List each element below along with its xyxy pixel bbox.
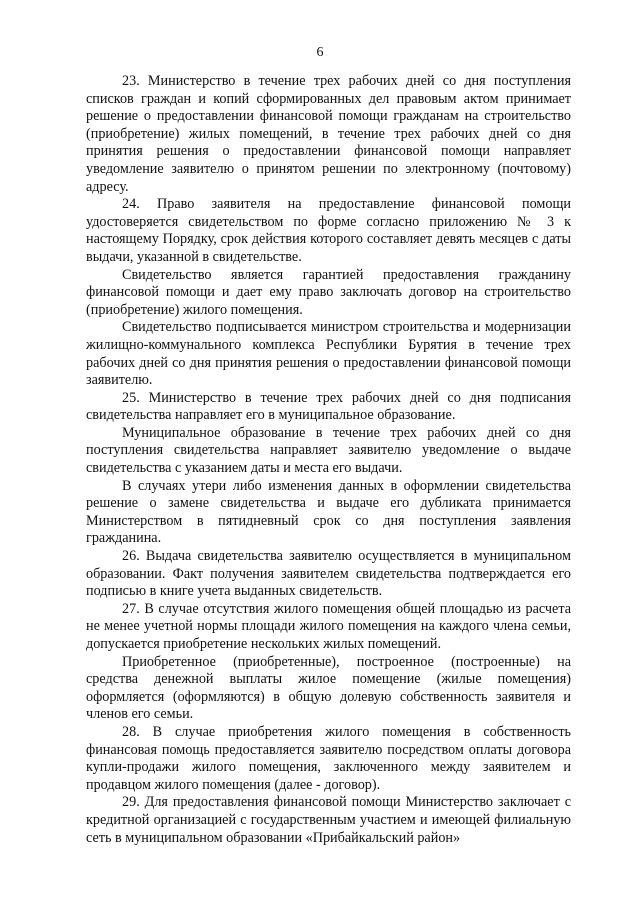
paragraph-24-signing: Свидетельство подписывается министром строительства и модернизации жилищно-коммунального комплекса Республики Бурятия в течение трех рабочих дней со дня принятия решения о предоставлении финансовой помощи заявителю. (86, 319, 571, 389)
paragraph-24: 24. Право заявителя на предоставление финансовой помощи удостоверяется свидетельством по форме согласно приложению № 3 к настоящему Порядку, срок действия которого составляет девять месяцев с даты выдачи, указанной в свидетельстве. (86, 196, 571, 265)
paragraph-26: 26. Выдача свидетельства заявителю осуществляется в муниципальном образовании. Факт получения заявителем свидетельства подтверждается его подписью в книге учета выданных свидетельств. (86, 548, 571, 600)
paragraph-24-guarantee: Свидетельство является гарантией предоставления гражданину финансовой помощи и дает ему право заключать договор на строительство (приобретение) жилого помещения. (86, 266, 571, 318)
paragraph-25: 25. Министерство в течение трех рабочих дней со дня подписания свидетельства направляет его в муниципальное образование. (86, 389, 571, 424)
paragraph-28: 28. В случае приобретения жилого помещения в собственность финансовая помощь предоставляется заявителю посредством оплаты договора купли-продажи жилого помещения, заключенного между заявителем и продавцом жилого помещения (далее - договор). (86, 723, 571, 793)
paragraph-25-duplicate: В случаях утери либо изменения данных в оформлении свидетельства решение о замене свидетельства и выдаче его дубликата принимается Министерством в пятидневный срок со дня поступления заявления гражданина. (86, 477, 571, 547)
document-body (86, 73, 571, 847)
paragraph-27: 27. В случае отсутствия жилого помещения общей площадью из расчета не менее учетной нормы площади жилого помещения на каждого члена семьи, допускается приобретение нескольких жилых помещений. (86, 600, 571, 652)
paragraph-23: 23. Министерство в течение трех рабочих дней со дня поступления списков граждан и копий сформированных дел правовым актом принимает решение о предоставлении финансовой помощи гражданам на строительство (приобретение) жилых помещений, в течение трех рабочих дней со дня принятия решения о предоставлении финансовой помощи направляет уведомление заявителю о принятом решении по электронному (почтовому) адресу. (86, 73, 571, 195)
paragraph-27-ownership: Приобретенное (приобретенные), построенное (построенные) на средства денежной выплаты жилое помещение (жилые помещения) оформляется (оформляются) в общую долевую собственность заявителя и членов его семьи. (86, 653, 571, 723)
page-number: 6 (316, 45, 324, 60)
paragraph-29: 29. Для предоставления финансовой помощи Министерство заключает с кредитной организацией с государственным участием и имеющей филиальную сеть в муниципальном образовании «Прибайкальский район» (86, 794, 571, 846)
paragraph-25-notification: Муниципальное образование в течение трех рабочих дней со дня поступления свидетельства направляет заявителю уведомление о выдаче свидетельства с указанием даты и места его выдачи. (86, 424, 571, 477)
